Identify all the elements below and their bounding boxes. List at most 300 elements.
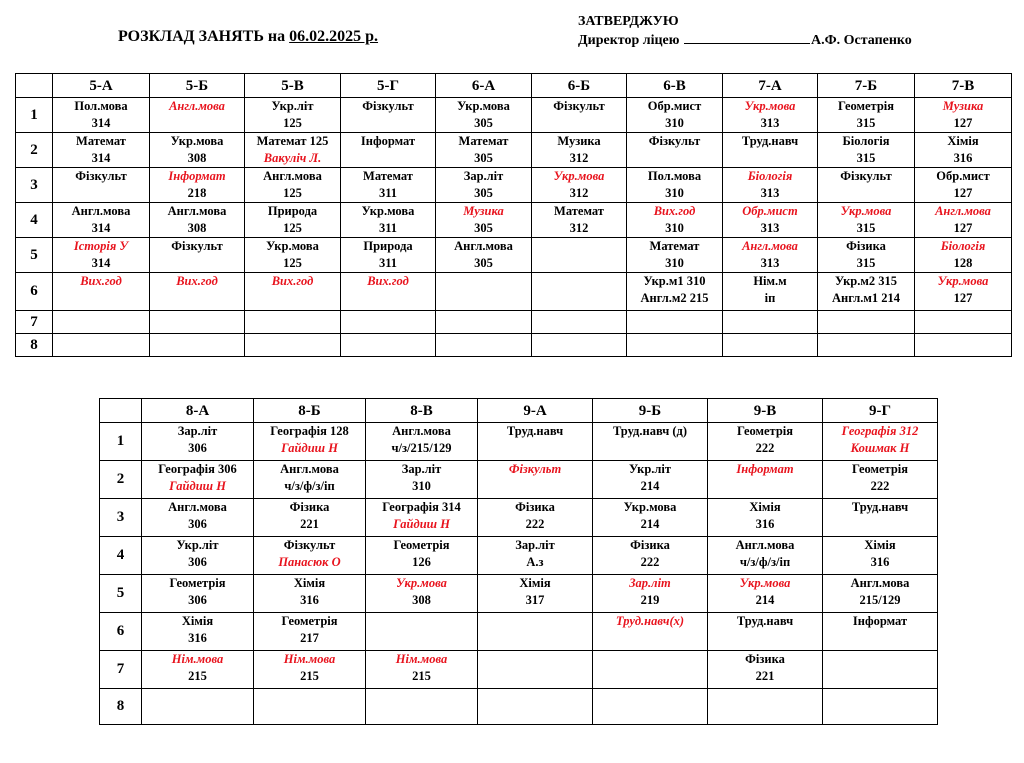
lesson-row: [16, 311, 1012, 334]
class-header: 8-В: [366, 399, 478, 423]
lesson-line: Природа: [267, 204, 318, 218]
lesson-cell: [627, 334, 723, 357]
lesson-cell: [245, 98, 341, 133]
lesson-line: Вакуліч Л.: [263, 151, 322, 165]
lesson-line: Математ: [76, 134, 126, 148]
lesson-row: [100, 423, 938, 461]
lesson-line: Математ 125: [256, 134, 329, 148]
lesson-cell: [818, 133, 915, 168]
lesson-line: 314: [91, 116, 111, 130]
lesson-line: Музика: [942, 99, 984, 113]
header-row: [100, 399, 938, 423]
lesson-cell: [708, 423, 823, 461]
lesson-line: Геометрія: [281, 614, 338, 628]
lesson-line: 310: [665, 256, 684, 270]
lesson-cell: [341, 98, 436, 133]
lesson-number: 5: [16, 238, 53, 273]
lesson-line: 305: [474, 221, 493, 235]
lesson-line: 313: [760, 116, 780, 130]
lesson-line: Нім.мова: [171, 652, 224, 666]
schedule-table-5-7: [15, 73, 1012, 357]
lesson-cell: [915, 334, 1012, 357]
lesson-cell: [142, 461, 254, 499]
lesson-line: Фізкульт: [840, 169, 892, 183]
lesson-line: 313: [760, 256, 780, 270]
lesson-cell: [254, 537, 366, 575]
lesson-line: Укр.мова: [266, 239, 319, 253]
lesson-cell: [245, 273, 341, 311]
lesson-line: Пол.мова: [74, 99, 128, 113]
lesson-line: 316: [188, 631, 207, 645]
lesson-cell: [593, 651, 708, 689]
lesson-cell: [818, 311, 915, 334]
lesson-line: Англ.мова: [168, 500, 227, 514]
lesson-cell: [436, 168, 532, 203]
lesson-line: 306: [188, 441, 207, 455]
lesson-line: Геометрія: [837, 99, 895, 113]
lesson-line: 308: [187, 221, 207, 235]
lesson-cell: [818, 238, 915, 273]
class-header: 7-Б: [818, 74, 915, 98]
lesson-line: 125: [283, 221, 302, 235]
class-header: 6-В: [627, 74, 723, 98]
lesson-cell: [593, 613, 708, 651]
lesson-line: Англ.мова: [742, 239, 798, 253]
lesson-line: Фізкульт: [75, 169, 127, 183]
lesson-cell: [593, 575, 708, 613]
lesson-cell: [532, 334, 627, 357]
lesson-line: Біологія: [940, 239, 986, 253]
class-header: 5-А: [53, 74, 150, 98]
lesson-cell: [53, 133, 150, 168]
lesson-line: Нім.мова: [395, 652, 448, 666]
class-header: 7-А: [723, 74, 818, 98]
lesson-cell: [593, 423, 708, 461]
lesson-cell: [245, 168, 341, 203]
lesson-line: 221: [300, 517, 319, 531]
lesson-cell: [142, 575, 254, 613]
lesson-line: 312: [569, 186, 589, 200]
lesson-line: Музика: [463, 204, 504, 218]
lesson-row: [100, 537, 938, 575]
class-header: 5-Г: [341, 74, 436, 98]
lesson-line: Труд.навч (д): [612, 424, 688, 438]
lesson-line: Геометрія: [169, 576, 226, 590]
lesson-cell: [723, 203, 818, 238]
lesson-cell: [254, 423, 366, 461]
lesson-cell: [723, 238, 818, 273]
lesson-cell: [478, 499, 593, 537]
lesson-cell: [627, 133, 723, 168]
lesson-cell: [593, 461, 708, 499]
lesson-line: 215: [412, 669, 431, 683]
class-header: 6-Б: [532, 74, 627, 98]
lesson-line: Геометрія: [851, 462, 909, 476]
lesson-line: Укр.мова: [623, 500, 677, 514]
lesson-line: Геометрія: [393, 538, 450, 552]
lesson-line: Інформат: [168, 169, 226, 183]
lesson-line: 306: [188, 555, 207, 569]
lesson-line: 310: [665, 186, 684, 200]
lesson-row: [16, 133, 1012, 168]
lesson-cell: [708, 651, 823, 689]
lesson-cell: [53, 334, 150, 357]
lesson-cell: [254, 613, 366, 651]
lesson-cell: [254, 689, 366, 725]
lesson-line: 127: [953, 291, 973, 305]
class-header: 9-А: [478, 399, 593, 423]
lesson-line: Фізика: [745, 652, 785, 666]
lesson-line: Нім.м: [753, 274, 787, 288]
lesson-line: 222: [755, 441, 775, 455]
lesson-line: Кошмак Н: [850, 441, 910, 455]
lesson-cell: [53, 273, 150, 311]
page-title: [118, 28, 378, 46]
lesson-line: Географія 128: [270, 424, 349, 438]
schedule-table-8-9: [99, 398, 938, 725]
lesson-line: Біологія: [747, 169, 793, 183]
lesson-cell: [142, 651, 254, 689]
lesson-cell: [723, 98, 818, 133]
lesson-line: Вих.год: [80, 274, 122, 288]
lesson-row: [16, 203, 1012, 238]
lesson-cell: [915, 98, 1012, 133]
class-header: 9-Г: [823, 399, 938, 423]
lesson-cell: [53, 238, 150, 273]
lesson-cell: [436, 133, 532, 168]
lesson-line: Англ.мова: [454, 239, 513, 253]
lesson-cell: [150, 238, 245, 273]
lesson-cell: [254, 651, 366, 689]
lesson-line: Фізкульт: [553, 99, 605, 113]
lesson-cell: [627, 273, 723, 311]
lesson-line: ч/з/ф/з/іп: [739, 555, 791, 569]
lesson-line: 311: [378, 186, 398, 200]
lesson-row: [16, 238, 1012, 273]
lesson-line: 127: [953, 116, 973, 130]
lesson-line: 312: [569, 151, 589, 165]
lesson-cell: [708, 613, 823, 651]
lesson-line: 315: [856, 221, 876, 235]
lesson-line: Англ.мова: [169, 99, 225, 113]
lesson-cell: [532, 311, 627, 334]
lesson-cell: [708, 575, 823, 613]
lesson-line: А.з: [526, 555, 544, 569]
lesson-line: Укр.мова: [840, 204, 892, 218]
lesson-line: Хімія: [749, 500, 781, 514]
lesson-cell: [366, 499, 478, 537]
approval-block: [578, 12, 912, 50]
lesson-line: Географія 314: [382, 500, 461, 514]
lesson-cell: [818, 168, 915, 203]
lesson-line: Хімія: [293, 576, 326, 590]
lesson-line: Інформат: [736, 462, 794, 476]
lesson-cell: [366, 423, 478, 461]
lesson-line: Панасюк О: [278, 555, 341, 569]
lesson-cell: [823, 613, 938, 651]
lesson-line: Англ.мова: [263, 169, 322, 183]
corner-cell: [100, 399, 142, 423]
class-header: 5-В: [245, 74, 341, 98]
lesson-cell: [436, 311, 532, 334]
lesson-cell: [627, 238, 723, 273]
lesson-cell: [341, 311, 436, 334]
lesson-cell: [245, 311, 341, 334]
lesson-line: 125: [283, 116, 302, 130]
lesson-line: Гайдиш Н: [393, 517, 450, 531]
lesson-line: 314: [91, 151, 111, 165]
lesson-cell: [341, 238, 436, 273]
lesson-line: 313: [760, 186, 780, 200]
lesson-number: 7: [100, 651, 142, 689]
lesson-line: Укр.м2 315: [834, 274, 898, 288]
lesson-line: 315: [856, 151, 876, 165]
lesson-cell: [478, 575, 593, 613]
lesson-line: 125: [283, 256, 302, 270]
title-prefix: РОЗКЛАД ЗАНЯТЬ на: [118, 28, 290, 45]
lesson-cell: [53, 203, 150, 238]
lesson-number: 6: [16, 273, 53, 311]
lesson-row: [16, 334, 1012, 357]
class-header: 5-Б: [150, 74, 245, 98]
lesson-cell: [532, 238, 627, 273]
lesson-line: Інформат: [852, 614, 908, 628]
lesson-cell: [627, 203, 723, 238]
lesson-line: Геометрія: [736, 424, 794, 438]
lesson-line: 316: [953, 151, 973, 165]
lesson-line: Математ: [458, 134, 509, 148]
lesson-line: Фізкульт: [171, 239, 223, 253]
lesson-line: Укр.мова: [553, 169, 605, 183]
lesson-number: 4: [100, 537, 142, 575]
lesson-cell: [708, 461, 823, 499]
lesson-cell: [627, 311, 723, 334]
lesson-cell: [532, 168, 627, 203]
lesson-number: 7: [16, 311, 53, 334]
lesson-line: 215/129: [859, 593, 901, 607]
lesson-cell: [254, 575, 366, 613]
lesson-number: 3: [16, 168, 53, 203]
lesson-line: Зар.літ: [629, 576, 671, 590]
lesson-line: 310: [665, 221, 684, 235]
lesson-line: Географія 306: [158, 462, 237, 476]
lesson-line: Укр.літ: [271, 99, 314, 113]
lesson-cell: [366, 461, 478, 499]
lesson-line: Музика: [557, 134, 601, 148]
lesson-cell: [593, 499, 708, 537]
lesson-line: іп: [764, 291, 776, 305]
lesson-line: 217: [300, 631, 319, 645]
lesson-line: Вих.год: [367, 274, 409, 288]
class-header: 9-В: [708, 399, 823, 423]
lesson-line: 305: [474, 116, 493, 130]
lesson-cell: [142, 499, 254, 537]
lesson-cell: [142, 613, 254, 651]
lesson-cell: [366, 537, 478, 575]
lesson-line: 222: [525, 517, 545, 531]
lesson-line: 127: [953, 186, 973, 200]
lesson-number: 8: [100, 689, 142, 725]
lesson-cell: [150, 98, 245, 133]
lesson-line: 316: [300, 593, 319, 607]
lesson-cell: [915, 203, 1012, 238]
lesson-cell: [245, 133, 341, 168]
lesson-line: 311: [378, 221, 398, 235]
lesson-line: ч/з/ф/з/іп: [284, 479, 335, 493]
lesson-number: 2: [16, 133, 53, 168]
lesson-cell: [723, 273, 818, 311]
lesson-line: Укр.літ: [176, 538, 219, 552]
lesson-line: 222: [640, 555, 660, 569]
lesson-cell: [142, 423, 254, 461]
lesson-cell: [532, 98, 627, 133]
corner-cell: [16, 74, 53, 98]
lesson-number: 3: [100, 499, 142, 537]
lesson-cell: [254, 461, 366, 499]
lesson-line: 305: [474, 151, 493, 165]
lesson-line: Англ.мова: [935, 204, 991, 218]
lesson-row: [16, 273, 1012, 311]
lesson-line: Фізкульт: [362, 99, 414, 113]
lesson-cell: [150, 334, 245, 357]
lesson-line: Зар.літ: [177, 424, 218, 438]
lesson-cell: [915, 133, 1012, 168]
lesson-line: Англ.м1 214: [831, 291, 901, 305]
signature-underline: [684, 31, 810, 44]
lesson-cell: [532, 133, 627, 168]
lesson-cell: [53, 98, 150, 133]
lesson-line: Англ.мова: [71, 204, 131, 218]
lesson-line: 317: [525, 593, 545, 607]
lesson-line: 310: [665, 116, 684, 130]
lesson-cell: [366, 575, 478, 613]
lesson-row: [100, 689, 938, 725]
lesson-line: 128: [953, 256, 973, 270]
lesson-line: Хімія: [181, 614, 214, 628]
lesson-cell: [532, 203, 627, 238]
lesson-cell: [150, 168, 245, 203]
lesson-line: Труд.навч: [851, 500, 909, 514]
lesson-line: 222: [870, 479, 890, 493]
lesson-line: 306: [188, 517, 207, 531]
lesson-line: Укр.мова: [170, 134, 224, 148]
lesson-cell: [436, 334, 532, 357]
lesson-cell: [723, 311, 818, 334]
lesson-line: Фізкульт: [283, 538, 336, 552]
lesson-cell: [150, 133, 245, 168]
lesson-line: 305: [474, 256, 493, 270]
lesson-line: 306: [188, 593, 207, 607]
approval-role: Директор ліцею: [578, 33, 680, 48]
class-header: 9-Б: [593, 399, 708, 423]
lesson-cell: [478, 651, 593, 689]
lesson-cell: [708, 499, 823, 537]
approval-signature-line: [578, 31, 912, 50]
lesson-line: Укр.мова: [744, 99, 796, 113]
lesson-number: 8: [16, 334, 53, 357]
class-header: 6-А: [436, 74, 532, 98]
lesson-cell: [708, 537, 823, 575]
lesson-line: Гайдиш Н: [169, 479, 226, 493]
lesson-cell: [142, 537, 254, 575]
lesson-cell: [341, 273, 436, 311]
lesson-line: Природа: [363, 239, 413, 253]
lesson-cell: [478, 537, 593, 575]
lesson-cell: [366, 613, 478, 651]
lesson-cell: [915, 238, 1012, 273]
lesson-line: Фізика: [846, 239, 886, 253]
lesson-cell: [818, 334, 915, 357]
lesson-number: 1: [16, 98, 53, 133]
lesson-cell: [915, 273, 1012, 311]
lesson-cell: [627, 168, 723, 203]
lesson-line: Зар.літ: [463, 169, 504, 183]
lesson-line: Фізика: [515, 500, 555, 514]
approval-name: А.Ф. Остапенко: [810, 33, 912, 48]
lesson-line: Нім.мова: [283, 652, 336, 666]
lesson-number: 1: [100, 423, 142, 461]
lesson-line: Гайдиш Н: [281, 441, 338, 455]
lesson-line: 126: [412, 555, 431, 569]
lesson-row: [100, 575, 938, 613]
lesson-line: Фізкульт: [648, 134, 701, 148]
lesson-cell: [478, 613, 593, 651]
lesson-cell: [436, 273, 532, 311]
lesson-line: Англ.мова: [392, 424, 451, 438]
lesson-cell: [627, 98, 723, 133]
lesson-line: 311: [378, 256, 398, 270]
lesson-cell: [366, 689, 478, 725]
lesson-line: Вих.год: [176, 274, 218, 288]
class-header: 8-А: [142, 399, 254, 423]
lesson-line: Труд.навч: [741, 134, 799, 148]
lesson-cell: [150, 311, 245, 334]
lesson-cell: [245, 238, 341, 273]
approval-heading: ЗАТВЕРДЖУЮ: [578, 14, 679, 29]
lesson-row: [100, 651, 938, 689]
lesson-line: Математ: [649, 239, 700, 253]
lesson-line: Англ.мова: [735, 538, 795, 552]
lesson-line: 219: [640, 593, 660, 607]
lesson-number: 5: [100, 575, 142, 613]
lesson-cell: [593, 689, 708, 725]
lesson-line: Обр.мист: [742, 204, 798, 218]
lesson-line: 214: [640, 479, 660, 493]
lesson-cell: [915, 168, 1012, 203]
lesson-cell: [708, 689, 823, 725]
lesson-line: 214: [755, 593, 775, 607]
lesson-line: Труд.навч(х): [615, 614, 685, 628]
lesson-cell: [823, 423, 938, 461]
lesson-cell: [823, 575, 938, 613]
lesson-cell: [245, 203, 341, 238]
lesson-line: Англ.мова: [850, 576, 910, 590]
lesson-cell: [532, 273, 627, 311]
lesson-cell: [823, 537, 938, 575]
lesson-number: 2: [100, 461, 142, 499]
lesson-line: Труд.навч: [736, 614, 794, 628]
lesson-cell: [723, 133, 818, 168]
lesson-line: 218: [187, 186, 207, 200]
lesson-cell: [436, 98, 532, 133]
lesson-line: Обр.мист: [647, 99, 702, 113]
lesson-cell: [818, 98, 915, 133]
lesson-line: Труд.навч: [506, 424, 564, 438]
lesson-cell: [150, 273, 245, 311]
lesson-line: 305: [474, 186, 493, 200]
lesson-cell: [53, 311, 150, 334]
lesson-cell: [436, 203, 532, 238]
